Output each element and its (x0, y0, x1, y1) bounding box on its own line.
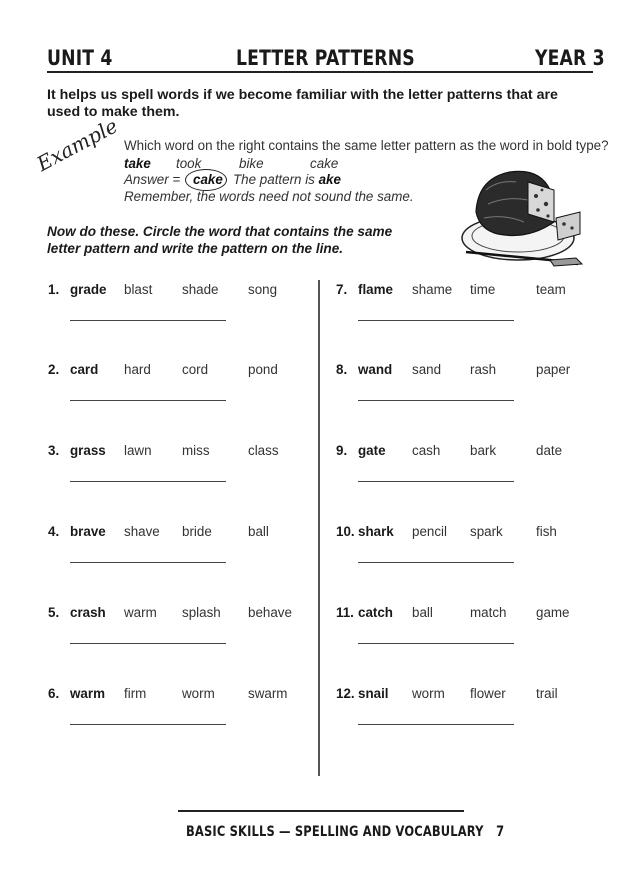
answer-line[interactable] (358, 724, 514, 725)
instructions: Now do these. Circle the word that contains the same letter pattern and write the pattern on the line. (47, 224, 393, 256)
option-word[interactable]: song (248, 282, 278, 297)
example-option: bike (239, 156, 264, 171)
answer-line[interactable] (70, 724, 226, 725)
intro-text: It helps us spell words if we become familiar with the letter patterns that are used to make them. (47, 87, 558, 120)
column-divider (318, 280, 320, 776)
option-word[interactable]: paper (536, 362, 571, 377)
question-number: 1. (48, 282, 60, 297)
option-word[interactable]: bark (470, 443, 497, 458)
pattern-value: ake (318, 172, 341, 187)
question-number: 5. (48, 605, 60, 620)
question-number: 2. (48, 362, 60, 377)
answer-line[interactable] (358, 320, 514, 321)
year-label: YEAR 3 (535, 46, 605, 70)
question-word: snail (358, 686, 389, 701)
question-word: wand (358, 362, 393, 377)
question-word: shark (358, 524, 394, 539)
option-word[interactable]: ball (412, 605, 433, 620)
option-word[interactable]: fish (536, 524, 557, 539)
example-bold-word: take (124, 156, 151, 171)
footer (186, 824, 504, 840)
answer-line[interactable] (70, 562, 226, 563)
question-number: 10. (336, 524, 355, 539)
option-word[interactable]: behave (248, 605, 292, 620)
cake-illustration (458, 160, 584, 270)
option-word[interactable]: flower (470, 686, 506, 701)
option-word[interactable]: blast (124, 282, 153, 297)
option-word[interactable]: trail (536, 686, 558, 701)
question-number: 11. (336, 605, 354, 620)
option-word[interactable]: splash (182, 605, 221, 620)
question-number: 3. (48, 443, 60, 458)
question-word: crash (70, 605, 106, 620)
unit-label: UNIT 4 (47, 46, 113, 70)
option-word[interactable]: pond (248, 362, 278, 377)
example-pattern (233, 172, 341, 187)
answer-line[interactable] (70, 400, 226, 401)
option-word[interactable]: shave (124, 524, 160, 539)
option-word[interactable]: class (248, 443, 279, 458)
footer-text: BASIC SKILLS — SPELLING AND VOCABULARY (186, 824, 484, 840)
example-remember: Remember, the words need not sound the same. (124, 189, 414, 204)
question-word: card (70, 362, 99, 377)
option-word[interactable]: miss (182, 443, 210, 458)
option-word[interactable]: worm (412, 686, 445, 701)
option-word[interactable]: game (536, 605, 570, 620)
option-word[interactable]: cord (182, 362, 209, 377)
option-word[interactable]: shame (412, 282, 453, 297)
example-answer-word: cake (193, 172, 223, 187)
option-word[interactable]: hard (124, 362, 151, 377)
question-number: 7. (336, 282, 348, 297)
question-number: 4. (48, 524, 60, 539)
question-word: flame (358, 282, 393, 297)
question-number: 6. (48, 686, 60, 701)
option-word[interactable]: swarm (248, 686, 288, 701)
answer-line[interactable] (358, 643, 514, 644)
option-word[interactable]: ball (248, 524, 269, 539)
option-word[interactable]: team (536, 282, 566, 297)
answer-line[interactable] (358, 400, 514, 401)
example-label: Example (32, 113, 122, 176)
question-word: warm (70, 686, 105, 701)
question-word: grade (70, 282, 107, 297)
answer-line[interactable] (358, 562, 514, 563)
example-answer-prefix: Answer = (124, 172, 181, 187)
option-word[interactable]: sand (412, 362, 442, 377)
option-word[interactable]: spark (470, 524, 503, 539)
example-option: took (176, 156, 202, 171)
answer-line[interactable] (70, 320, 226, 321)
option-word[interactable]: pencil (412, 524, 447, 539)
header-rule (47, 71, 593, 73)
option-word[interactable]: warm (124, 605, 157, 620)
example-option: cake (310, 156, 339, 171)
question-number: 8. (336, 362, 348, 377)
question-word: catch (358, 605, 393, 620)
question-word: grass (70, 443, 106, 458)
option-word[interactable]: firm (124, 686, 147, 701)
option-word[interactable]: time (470, 282, 496, 297)
example-question: Which word on the right contains the same letter pattern as the word in bold type? (124, 138, 609, 153)
question-word: gate (358, 443, 386, 458)
option-word[interactable]: bride (182, 524, 212, 539)
option-word[interactable]: worm (182, 686, 215, 701)
option-word[interactable]: rash (470, 362, 497, 377)
option-word[interactable]: cash (412, 443, 441, 458)
question-number: 9. (336, 443, 348, 458)
answer-line[interactable] (70, 481, 226, 482)
footer-rule (178, 810, 464, 812)
option-word[interactable]: shade (182, 282, 219, 297)
option-word[interactable]: lawn (124, 443, 152, 458)
option-word[interactable]: match (470, 605, 507, 620)
option-word[interactable]: date (536, 443, 563, 458)
question-number: 12. (336, 686, 355, 701)
answer-line[interactable] (70, 643, 226, 644)
question-word: brave (70, 524, 106, 539)
page-title: LETTER PATTERNS (236, 46, 415, 70)
pattern-prefix: The pattern is (233, 172, 315, 187)
page-number: 7 (496, 824, 505, 840)
answer-line[interactable] (358, 481, 514, 482)
